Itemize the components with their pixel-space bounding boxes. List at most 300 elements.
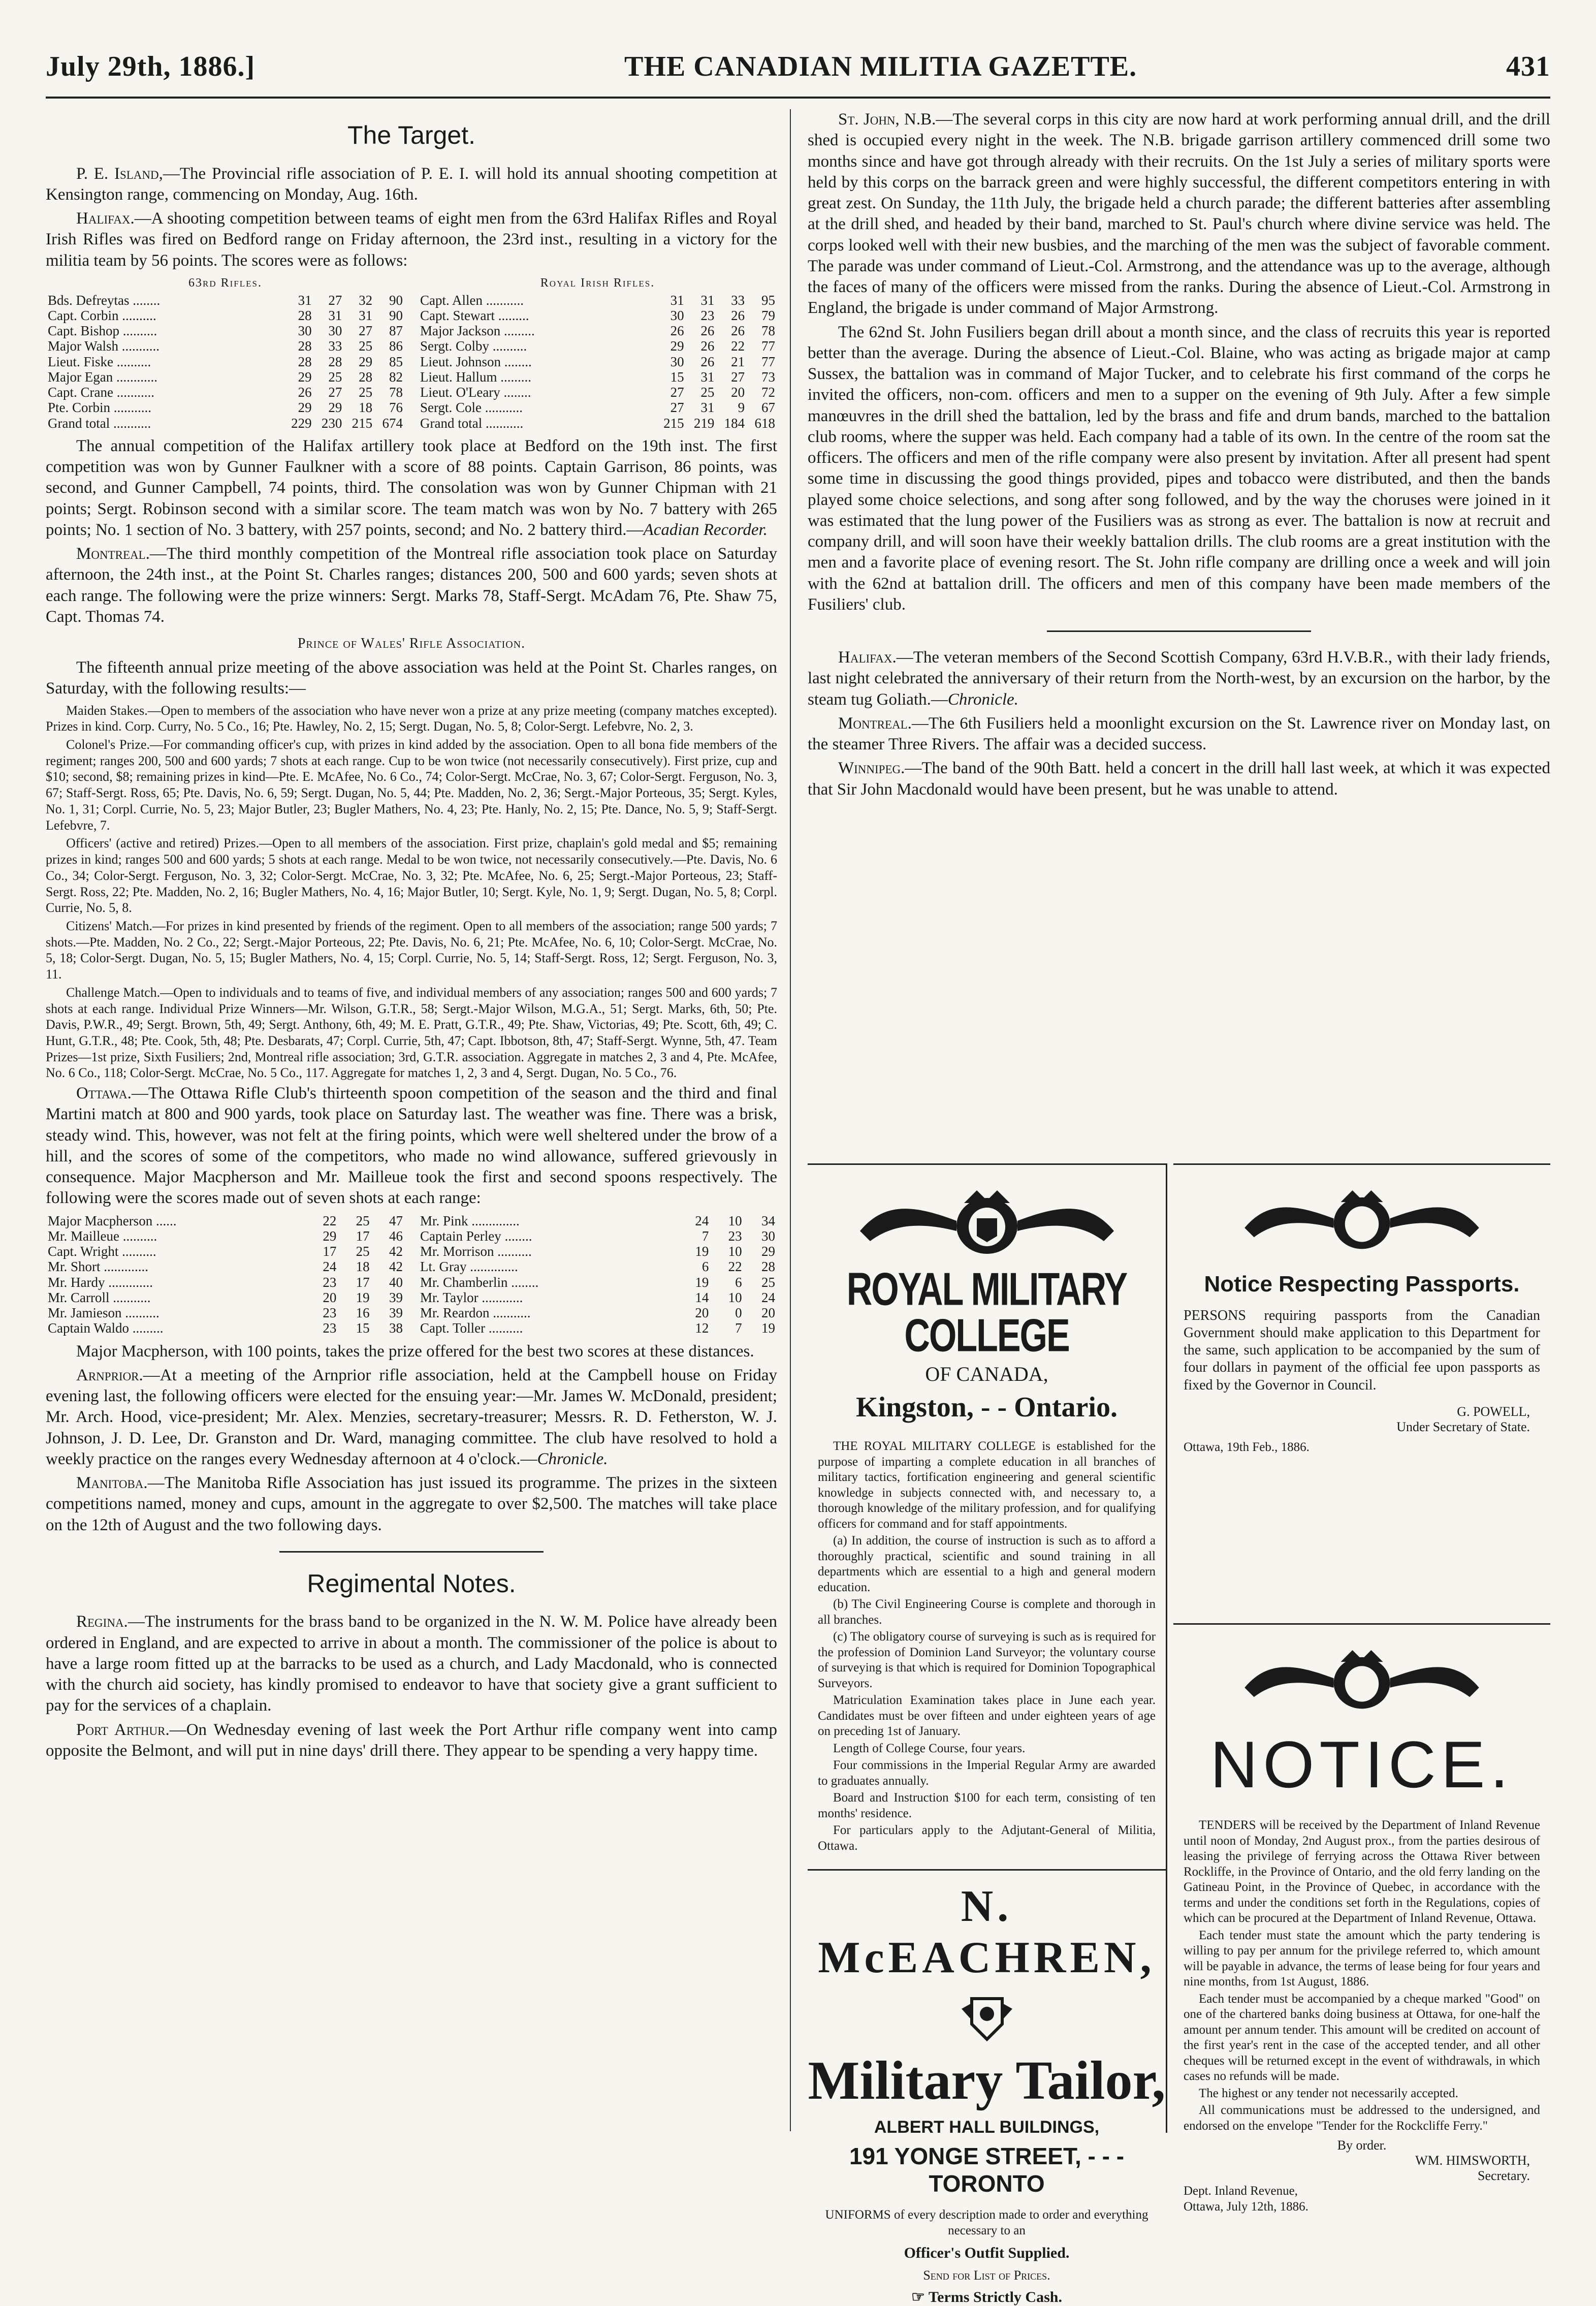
competitor-name: Major Egan ............ <box>48 369 157 385</box>
score-cell: 12 <box>695 1320 709 1336</box>
score-cell: 28 <box>298 338 312 354</box>
paragraph: Board and Instruction $100 for each term, consisting of ten months' residence. <box>818 1791 1156 1820</box>
score-cell: 27 <box>328 385 342 400</box>
score-cell: 25 <box>328 369 342 385</box>
notice-date: Ottawa, July 12th, 1886. <box>1184 2199 1308 2214</box>
competitor-name: Major Jackson ......... <box>420 323 535 339</box>
score-cell: 25 <box>700 385 715 400</box>
score-cell: 19 <box>761 1320 775 1336</box>
competitor-name: Lieut. O'Leary ........ <box>420 385 531 400</box>
article-montreal-2 <box>808 713 1550 755</box>
team-title: Royal Irish Rifles. <box>540 276 655 290</box>
score-cell: 39 <box>389 1305 403 1321</box>
competitor-name: Grand total ........... <box>48 415 151 431</box>
score-cell: 23 <box>700 307 715 323</box>
score-cell: 14 <box>695 1289 709 1305</box>
tailor-title: Military Tailor, <box>808 2050 1166 2111</box>
competitor-name: Mr. Hardy ............. <box>48 1274 153 1290</box>
competitor-name: Capt. Allen ........... <box>420 292 524 308</box>
score-cell: 20 <box>323 1289 337 1305</box>
score-cell: 90 <box>389 307 403 323</box>
score-cell: 27 <box>359 323 373 339</box>
score-cell: 25 <box>359 385 373 400</box>
score-cell: 32 <box>359 292 373 308</box>
table-row <box>418 323 777 338</box>
competitor-name: Bds. Defreytas ........ <box>48 292 161 308</box>
paragraph: Officers' (active and retired) Prizes.—Open to all members of the association. First prize, chaplain's gold medal and $5; remaining prizes in kind; ranges 500 and 600 yards; 5 shots at each range. Medal to be won twice, not necessarily consecutively.—Pte. Davis, No. 6 Co., 34; Color-Sergt. Ferguson, No. 3, 32; Color-Sergt. McCrae, No. 3, 32; Pte. McAfee, No. 6, 25; Sergt.-Major Porteous, 23; Staff-Sergt. Ross, 22; Pte. Madden, No. 2, 16; Bugler Mathers, No. 4, 16; Major Butler, 10; Sergt. Kyle, No. 1, 9; Sergt. Dugan, No. 5, 8; Corpl. Currie, No. 5, 8. <box>46 836 777 915</box>
article-halifax <box>46 208 777 271</box>
article-arnprior <box>46 1365 777 1470</box>
paragraph: THE ROYAL MILITARY COLLEGE is established for the purpose of imparting a complete education in all branches of military tactics, fortification engineering and general scientific knowledge in subjects connected with, and necessary to, a thorough knowledge of the military profession, and for qualifying officers for command and for staff appointments. <box>818 1439 1156 1531</box>
score-cell: 21 <box>731 354 745 369</box>
score-cell: 29 <box>323 1228 337 1244</box>
score-cell: 87 <box>389 323 403 339</box>
score-cell: 10 <box>728 1244 742 1259</box>
score-cell: 10 <box>728 1289 742 1305</box>
paragraph: All communications must be addressed to the undersigned, and endorsed on the envelope "Tender for the Rockcliffe Ferry." <box>1184 2103 1540 2133</box>
table-row <box>46 1228 405 1244</box>
score-cell: 26 <box>298 385 312 400</box>
score-cell: 230 <box>321 415 342 431</box>
table-row <box>46 400 405 415</box>
competitor-name: Major Macpherson ...... <box>48 1213 177 1228</box>
score-cell: 29 <box>328 400 342 416</box>
competitor-name: Pte. Corbin ........... <box>48 400 152 416</box>
table-row <box>418 1290 777 1305</box>
competitor-name: Mr. Short ............. <box>48 1259 149 1275</box>
score-cell: 27 <box>731 369 745 385</box>
score-cell: 28 <box>298 307 312 323</box>
competitor-name: Captain Waldo ......... <box>48 1320 164 1336</box>
competitor-name: Sergt. Cole ........... <box>420 400 523 416</box>
section-title-regimental: Regimental Notes. <box>307 1569 516 1598</box>
right-column <box>808 109 1550 803</box>
score-cell: 26 <box>670 323 684 339</box>
score-cell: 18 <box>359 400 373 416</box>
tailor-body: UNIFORMS of every description made to order and everything necessary to an <box>825 2208 1148 2237</box>
competitor-name: Grand total ........... <box>420 415 524 431</box>
score-cell: 72 <box>761 385 775 400</box>
paragraph: The highest or any tender not necessarily accepted. <box>1199 2086 1458 2100</box>
passports-body: PERSONS requiring passports from the Canadian Government should make application to this Department for the same, such application to be accompanied by the sum of four dollars in payment of the official fee upon passports as fixed by the Governor in Council. <box>1184 1308 1540 1393</box>
notice-signature: WM. HIMSWORTH, <box>1415 2153 1530 2168</box>
section-title-target: The Target. <box>347 121 475 149</box>
article-text: —The third monthly competition of the Montreal rifle association took place on Saturday afternoon, the 24th inst., at the Point St. Charles ranges; distances 200, 500 and 600 yards; seven shots at each range. The following were the prize winners: Sergt. Marks 78, Staff-Sergt. McAdam 76, Pte. Shaw 75, Capt. Thomas 74. <box>46 545 777 626</box>
score-cell: 28 <box>761 1259 775 1275</box>
article-head: Montreal. <box>76 545 150 563</box>
table-row <box>418 1213 777 1228</box>
article-text: —The veteran members of the Second Scottish Company, 63rd H.V.B.R., with their lady friends, last night celebrated the anniversary of their return from the North-west, by an excursion on the harbor, by the steam tug Goliath.— <box>808 648 1550 709</box>
notice-role: Secretary. <box>1478 2168 1530 2183</box>
score-cell: 85 <box>389 354 403 369</box>
paragraph: Citizens' Match.—For prizes in kind presented by friends of the regiment. Open to all members of the association; range 500 yards; 7 shots.—Pte. Madden, No. 2 Co., 22; Sergt.-Major Porteous, 22; Pte. Davis, No. 6, 21; Pte. McAfee, No. 6, 10; Color-Sergt. McCrae, No. 5, 18; Color-Sergt. Dugan, No. 5, 15; Bugler Mathers, No. 4, 15; Corpl. Currie, No. 5, 14; Staff-Sergt. Ross, 12; Sergt. Ferguson, No. 3, 11. <box>46 918 777 982</box>
score-cell: 95 <box>761 292 775 308</box>
table-row <box>418 1228 777 1244</box>
score-cell: 77 <box>761 338 775 354</box>
article-head: Montreal. <box>838 714 912 733</box>
score-cell: 42 <box>389 1259 403 1275</box>
competitor-name: Mr. Reardon ........... <box>420 1305 531 1321</box>
score-table <box>418 293 777 431</box>
score-cell: 20 <box>761 1305 775 1321</box>
score-cell: 77 <box>761 354 775 369</box>
pw-prize-list <box>46 703 777 1082</box>
score-cell: 20 <box>731 385 745 400</box>
score-cell: 30 <box>328 323 342 339</box>
article-artillery <box>46 436 777 541</box>
score-cell: 7 <box>735 1320 742 1336</box>
table-row <box>418 354 777 369</box>
score-cell: 67 <box>761 400 775 416</box>
table-row <box>46 354 405 369</box>
competitor-name: Sergt. Colby .......... <box>420 338 527 354</box>
competitor-name: Capt. Stewart ......... <box>420 307 529 323</box>
score-cell: 28 <box>328 354 342 369</box>
score-cell: 17 <box>356 1274 370 1290</box>
score-table-royal-irish <box>418 275 777 431</box>
score-cell: 29 <box>670 338 684 354</box>
article-text: —On Wednesday evening of last week the Port Arthur rifle company went into camp opposite the Belmont, and will put in nine days' drill there. They appear to be spending a very happy time. <box>46 1720 778 1760</box>
table-row <box>418 338 777 354</box>
score-cell: 24 <box>323 1259 337 1275</box>
score-cell: 17 <box>323 1244 337 1259</box>
table-row <box>418 1259 777 1274</box>
score-cell: 19 <box>695 1274 709 1290</box>
paragraph: Length of College Course, four years. <box>833 1741 1026 1755</box>
tailor-outfit: Officer's Outfit Supplied. <box>904 2245 1070 2261</box>
table-row <box>46 385 405 400</box>
tailor-terms: ☞ Terms Strictly Cash. <box>911 2289 1062 2305</box>
masthead-rule <box>46 97 1550 99</box>
score-cell: 31 <box>298 292 312 308</box>
ad-royal-military-college <box>808 1163 1167 2305</box>
score-cell: 29 <box>359 354 373 369</box>
passports-signature: G. POWELL, <box>1457 1404 1530 1419</box>
ad-passports <box>1173 1163 1550 1622</box>
article-head: Winnipeg. <box>838 759 905 778</box>
table-row <box>46 1275 405 1290</box>
article-text: —The Provincial rifle association of P. E. I. will hold its annual shooting competition at Kensington range, commencing on Monday, Aug. 16th. <box>46 164 777 204</box>
score-cell: 27 <box>328 292 342 308</box>
score-table <box>46 1213 405 1336</box>
score-cell: 23 <box>323 1305 337 1321</box>
competitor-name: Capt. Crane ........... <box>48 385 154 400</box>
article-text: —The Ottawa Rifle Club's thirteenth spoon competition of the season and the third and final Martini match at 800 and 900 yards, took place on Saturday last. The weather was fine. There was a brisk, steady wind. This, however, was not felt at the firing points, which were well sheltered under the brow of a hill, and the scores of some of the competitors, who made no wind allowance, suffered grievously in consequence. Major Macpherson and Mr. Mailleue took the first and second spoons respectively. The following were the scores made out of seven shots at each range: <box>46 1084 777 1208</box>
score-cell: 27 <box>670 385 684 400</box>
rmc-title: ROYAL MILITARY COLLEGE <box>846 1263 1127 1362</box>
score-cell: 26 <box>731 323 745 339</box>
competitor-name: Mr. Jamieson .......... <box>48 1305 159 1321</box>
score-cell: 42 <box>389 1244 403 1259</box>
article-source: Acadian Recorder. <box>643 520 768 539</box>
article-head: Manitoba. <box>76 1474 148 1493</box>
column-divider <box>790 109 791 2131</box>
article-regina <box>46 1612 777 1716</box>
score-cell: 24 <box>761 1289 775 1305</box>
table-row <box>46 1305 405 1320</box>
competitor-name: Capt. Toller .......... <box>420 1320 523 1336</box>
score-cell: 31 <box>359 307 373 323</box>
table-row <box>418 1275 777 1290</box>
notice-body <box>1173 1818 1550 2134</box>
score-cell: 184 <box>724 415 745 431</box>
table-row <box>46 1259 405 1274</box>
paragraph: Colonel's Prize.—For commanding officer's cup, with prizes in kind added by the association. Open to all bona fide members of the regiment; ranges 200, 500 and 600 yards; 7 shots at each range. Cup to be won twice (not necessarily consecutively). First prize, cup and $10; second, $8; remaining prizes in kind—Pte. E. McAfee, No. 6 Co., 74; Color-Sergt. McCrae, No. 3, 67; Color-Sergt. Ferguson, No. 3, 67; Staff-Sergt. Ross, 65; Pte. Davis, No. 6, 59; Sergt. Dugan, No. 5, 44; Pte. Madden, No. 2, 36; Sergt.-Major Porteous, 35; Sergt. Kyles, No. 1, 31; Corpl. Currie, No. 5, 23; Major Butler, 23; Bugler Mathers, No. 4, 23; Pte. Hanly, No. 2, 15; Pte. Dance, No. 5, 9; Staff-Sergt. Lefebvre, 7. <box>46 737 777 833</box>
score-cell: 26 <box>700 338 715 354</box>
article-text: The annual competition of the Halifax artillery took place at Bedford on the 19th inst. The first competition was won by Gunner Faulkner with a score of 88 points. Captain Garrison, 86 points, was second, and Gunner Campbell, 74 points, third. The consolation was won by Gunner Chipman with 21 points; Sergt. Robinson second with a similar score. The team match was won by No. 7 battery with 265 points; No. 1 section of No. 3 battery, with 257 points, second; and No. 2 battery third.— <box>46 436 777 539</box>
score-cell: 25 <box>356 1244 370 1259</box>
score-cell: 27 <box>670 400 684 416</box>
competitor-name: Mr. Pink .............. <box>420 1213 520 1228</box>
tailor-prices: Send for List of Prices. <box>923 2268 1050 2283</box>
table-row <box>46 1320 405 1336</box>
rmc-body <box>808 1439 1166 1854</box>
ottawa-score-tables <box>46 1213 777 1336</box>
article-text: —The instruments for the brass band to be organized in the N. W. M. Police have already been ordered in England, and are expected to arrive in about a month. The commissioner of the police is about to have a large room fitted up at the barracks to be used as a church, and Lady Macdonald, who is connected with the church aid society, has kindly promised to endeavor to have that society give a grant sufficient to pay for the services of a chaplain. <box>46 1613 777 1715</box>
table-row <box>46 338 405 354</box>
score-table <box>46 293 405 431</box>
competitor-name: Mr. Chamberlin ........ <box>420 1274 539 1290</box>
table-row <box>46 369 405 385</box>
competitor-name: Lieut. Johnson ........ <box>420 354 532 369</box>
article-text: —A shooting competition between teams of eight men from the 63rd Halifax Rifles and Royal Irish Rifles was fired on Bedford range on Friday afternoon, the 23rd inst., resulting in a victory for the militia team by 56 points. The scores were as follows: <box>46 209 777 270</box>
paragraph: Matriculation Examination takes place in June each year. Candidates must be over fifteen and under eighteen years of age on preceding 1st of January. <box>818 1693 1156 1738</box>
article-head: Arnprior. <box>76 1366 143 1384</box>
score-cell: 78 <box>761 323 775 339</box>
score-cell: 31 <box>700 292 715 308</box>
subsection-title: Prince of Wales' Rifle Association. <box>297 636 526 652</box>
table-row <box>418 385 777 400</box>
passports-role: Under Secretary of State. <box>1396 1419 1530 1434</box>
score-cell: 25 <box>356 1213 370 1228</box>
passports-date: Ottawa, 19th Feb., 1886. <box>1184 1440 1310 1454</box>
rmc-subtitle: OF CANADA, <box>925 1363 1048 1385</box>
table-row <box>46 323 405 338</box>
left-column <box>46 109 777 1764</box>
table-row <box>418 308 777 323</box>
score-cell: 22 <box>728 1259 742 1275</box>
article-text: —The 6th Fusiliers held a moonlight excursion on the St. Lawrence river on Monday last, on the steamer Three Rivers. The affair was a decided success. <box>808 714 1550 753</box>
article-head: Regina. <box>76 1613 128 1631</box>
score-cell: 30 <box>670 354 684 369</box>
competitor-name: Lieut. Fiske .......... <box>48 354 151 369</box>
article-source: Chronicle. <box>947 690 1018 709</box>
article-head: Ottawa. <box>76 1084 132 1103</box>
table-row <box>46 1213 405 1228</box>
score-cell: 215 <box>352 415 373 431</box>
article-text: —The Manitoba Rifle Association has just issued its programme. The prizes in the sixteen competitions named, money and cups, amount in the aggregate to over $2,500. The matches will take place on the 12th of August and the two following days. <box>46 1474 777 1534</box>
notice-by-order: By order. <box>1337 2138 1387 2153</box>
score-cell: 31 <box>670 292 684 308</box>
score-cell: 19 <box>356 1289 370 1305</box>
competitor-name: Mr. Carroll ........... <box>48 1289 151 1305</box>
article-head: Port Arthur. <box>76 1720 170 1739</box>
score-cell: 22 <box>731 338 745 354</box>
score-cell: 16 <box>356 1305 370 1321</box>
paragraph: (c) The obligatory course of surveying is such as is required for the profession of Dominion Land Surveyor; the voluntary course of surveying is that which is required for Dominion Topographical Surveyors. <box>818 1630 1156 1690</box>
score-cell: 18 <box>356 1259 370 1275</box>
score-cell: 79 <box>761 307 775 323</box>
article-montreal <box>46 544 777 627</box>
article-halifax-2 <box>808 647 1550 710</box>
score-cell: 29 <box>761 1244 775 1259</box>
notice-dept: Dept. Inland Revenue, <box>1184 2184 1298 2198</box>
paragraph: For particulars apply to the Adjutant-General of Militia, Ottawa. <box>818 1823 1156 1853</box>
score-cell: 10 <box>728 1213 742 1228</box>
score-cell: 215 <box>663 415 684 431</box>
total-row <box>46 416 405 431</box>
score-cell: 29 <box>298 369 312 385</box>
score-cell: 29 <box>298 400 312 416</box>
table-row <box>46 1244 405 1259</box>
score-cell: 33 <box>731 292 745 308</box>
score-cell: 0 <box>735 1305 742 1321</box>
article-text: —At a meeting of the Arnprior rifle association, held at the Campbell house on Friday evening last, the following officers were elected for the ensuing year:—Mr. James W. McDonald, president; Mr. Arch. Hood, vice-president; Mr. Alex. Menzies, secretary-treasurer; Messrs. R. D. Fetherston, W. J. Johnson, J. D. Lee, Dr. Granston and Dr. Ward, managing committee. The club have resolved to hold a weekly practice on the ranges every Wednesday afternoon at 4 o'clock.— <box>46 1366 777 1468</box>
table-row <box>418 369 777 385</box>
competitor-name: Major Walsh ........... <box>48 338 160 354</box>
score-cell: 23 <box>728 1228 742 1244</box>
score-cell: 76 <box>389 400 403 416</box>
ottawa-after: Major Macpherson, with 100 points, takes the prize offered for the best two scores at these distances. <box>76 1342 754 1361</box>
competitor-name: Mr. Morrison .......... <box>420 1244 532 1259</box>
table-row <box>418 1305 777 1320</box>
score-cell: 33 <box>328 338 342 354</box>
score-cell: 28 <box>359 369 373 385</box>
article-pei <box>46 164 777 206</box>
competitor-name: Mr. Mailleue .......... <box>48 1228 157 1244</box>
score-cell: 26 <box>700 323 715 339</box>
masthead <box>46 44 1550 89</box>
pw-intro: The fifteenth annual prize meeting of the above association was held at the Point St. Charles ranges, on Saturday, with the following results:— <box>46 658 777 698</box>
article-port-arthur <box>46 1720 777 1762</box>
score-cell: 15 <box>356 1320 370 1336</box>
paragraph: (a) In addition, the course of instruction is such as to afford a thoroughly practical, scientific and sound training in all departments which are essential to a high and general modern education. <box>818 1534 1156 1594</box>
article-manitoba <box>46 1473 777 1536</box>
royal-crest-icon <box>1240 1185 1484 1256</box>
score-cell: 6 <box>735 1274 742 1290</box>
competitor-name: Lt. Gray .............. <box>420 1259 518 1275</box>
score-cell: 25 <box>761 1274 775 1290</box>
article-ottawa <box>46 1083 777 1209</box>
article-head: St. John, N.B. <box>838 110 936 129</box>
article-source: Chronicle. <box>537 1449 608 1468</box>
total-row <box>418 416 777 431</box>
score-cell: 90 <box>389 292 403 308</box>
score-cell: 20 <box>695 1305 709 1321</box>
score-cell: 229 <box>291 415 312 431</box>
score-cell: 46 <box>389 1228 403 1244</box>
page-number: 431 <box>1506 51 1550 82</box>
competitor-name: Capt. Wright .......... <box>48 1244 156 1259</box>
score-cell: 25 <box>359 338 373 354</box>
divider <box>1047 630 1311 632</box>
royal-crest-icon <box>1240 1645 1484 1716</box>
score-table <box>418 1213 777 1336</box>
score-cell: 7 <box>701 1228 709 1244</box>
table-row <box>46 1290 405 1305</box>
issue-date: July 29th, 1886.] <box>46 51 256 82</box>
score-cell: 15 <box>670 369 684 385</box>
tailor-building: ALBERT HALL BUILDINGS, <box>874 2118 1100 2137</box>
team-title: 63rd Rifles. <box>188 276 262 290</box>
score-cell: 47 <box>389 1213 403 1228</box>
rmc-location: Kingston, - - Ontario. <box>856 1392 1118 1423</box>
article-st-john <box>808 109 1550 319</box>
score-cell: 73 <box>761 369 775 385</box>
score-cell: 24 <box>695 1213 709 1228</box>
tailor-street: 191 YONGE STREET, - - - TORONTO <box>849 2143 1125 2197</box>
newspaper-title: THE CANADIAN MILITIA GAZETTE. <box>624 51 1137 82</box>
table-row <box>418 1320 777 1336</box>
table-row <box>46 293 405 308</box>
article-text: —The band of the 90th Batt. held a concert in the drill hall last week, at which it was expected that Sir John Macdonald would have been present, but he was unable to attend. <box>808 759 1550 799</box>
score-cell: 38 <box>389 1320 403 1336</box>
score-cell: 17 <box>356 1228 370 1244</box>
passports-title: Notice Respecting Passports. <box>1204 1272 1520 1297</box>
paragraph: TENDERS will be received by the Department of Inland Revenue until noon of Monday, 2nd August prox., from the parties desirous of leasing the privilege of ferrying across the Ottawa River between Rockliffe, in the Province of Ontario, and the old ferry landing on the Gatineau Point, in the Province of Quebec, in accordance with the terms and under the conditions set forth in the Regulations, copies of which can be procured at the Department of Inland Revenue, Ottawa. <box>1184 1818 1540 1925</box>
table-row <box>418 1244 777 1259</box>
royal-crest-icon <box>855 1185 1119 1261</box>
score-cell: 86 <box>389 338 403 354</box>
halifax-score-tables <box>46 275 777 431</box>
paragraph: Each tender must be accompanied by a cheque marked "Good" on one of the chartered banks doing business at Ottawa, for one-half the amount per annum tender. This amount will be credited on account of the first year's rent in the case of the accepted tender, and all other cheques will be returned except in the event of withdrawals, in which cases no refunds will be made. <box>1184 1992 1540 2083</box>
score-cell: 674 <box>382 415 403 431</box>
score-cell: 28 <box>298 354 312 369</box>
advertisements <box>808 1163 1550 2305</box>
score-cell: 39 <box>389 1289 403 1305</box>
score-cell: 31 <box>328 307 342 323</box>
score-cell: 19 <box>695 1244 709 1259</box>
coat-of-arms-icon <box>956 1988 1017 2044</box>
table-row <box>418 293 777 308</box>
score-table-63rd <box>46 275 405 431</box>
article-winnipeg <box>808 758 1550 800</box>
score-cell: 22 <box>323 1213 337 1228</box>
ad-tailor <box>808 1869 1166 2306</box>
competitor-name: Captain Perley ........ <box>420 1228 532 1244</box>
tailor-name: N. McEACHREN, <box>818 1882 1156 1982</box>
score-cell: 9 <box>738 400 745 416</box>
score-cell: 30 <box>761 1228 775 1244</box>
score-cell: 34 <box>761 1213 775 1228</box>
score-cell: 40 <box>389 1274 403 1290</box>
paragraph: Four commissions in the Imperial Regular Army are awarded to graduates annually. <box>818 1758 1156 1788</box>
competitor-name: Capt. Corbin .......... <box>48 307 156 323</box>
score-cell: 219 <box>693 415 715 431</box>
score-cell: 26 <box>731 307 745 323</box>
score-cell: 26 <box>700 354 715 369</box>
competitor-name: Mr. Taylor ............ <box>420 1289 523 1305</box>
paragraph: (b) The Civil Engineering Course is complete and thorough in all branches. <box>818 1597 1156 1627</box>
score-cell: 30 <box>298 323 312 339</box>
article-head: Halifax. <box>838 648 897 667</box>
paragraph: Challenge Match.—Open to individuals and to teams of five, and individual members of any association; ranges 500 and 600 yards; 7 shots at each range. Individual Prize Winners—Mr. Wilson, G.T.R., 58; Sergt.-Major Wilson, M.G.A., 51; Sergt. Marks, 6th, 50; Pte. Davis, P.W.R., 49; Sergt. Brown, 5th, 49; Sergt. Anthony, 6th, 49; M. E. Pratt, G.T.R., 49; Pte. Shaw, Victorias, 49; Pte. Scott, 6th, 49; C. Hunt, G.T.R., 48; Pte. Cook, 5th, 48; Pte. Desbarats, 47; Corpl. Currie, 5th, 47; Capt. Ibbotson, 8th, 47; Staff-Sergt. Wynne, 5th, 47. Team Prizes—1st prize, Sixth Fusiliers; 2nd, Montreal rifle association; 3rd, G.T.R. association. Aggregate in matches 2, 3 and 4, Pte. McAfee, No. 6 Co., 118; Color-Sergt. McCrae, No. 5 Co., 117. Aggregate for matches 1, 2, 3 and 4, Sergt. Dugan, No. 5 Co., 76. <box>46 985 777 1081</box>
paragraph: Each tender must state the amount which the party tendering is willing to pay per annum for the privilege referred to, which amount will be payable in advance, the terms of lease being for four years and nine months, from 1st August, 1886. <box>1184 1928 1540 1988</box>
notice-title: NOTICE. <box>1210 1727 1514 1802</box>
article-text: —The several corps in this city are now hard at work performing annual drill, and the drill shed is occupied every night in the week. The N.B. brigade garrison artillery commenced drill some two months since and have got through already with their recruits. On the 1st July a series of military sports were held by this corps on the barrack green and were highly successful, the different competitors entering in with great zest. On Sunday, the 11th July, the brigade held a church parade; the different batteries after assembling at the drill shed, and headed by their band, marched to St. Paul's church where divine service was held. The corps looked well with their new busbies, and the marching of the men was the subject of favorable comment. The parade was under command of Lieut.-Col. Armstrong, and the attendance was up to the average, although the faces of many of the officers were missed from the ranks. During the absence of Lieut.-Col. Armstrong in England, the brigade is under command of Major Armstrong. <box>808 110 1551 318</box>
article-head: P. E. Island, <box>76 164 163 183</box>
score-cell: 23 <box>323 1274 337 1290</box>
divider <box>279 1551 544 1553</box>
score-cell: 78 <box>389 385 403 400</box>
score-cell: 82 <box>389 369 403 385</box>
score-cell: 31 <box>700 369 715 385</box>
article-head: Halifax. <box>76 209 135 228</box>
table-row <box>418 400 777 415</box>
table-row <box>46 308 405 323</box>
paragraph: Maiden Stakes.—Open to members of the association who have never won a prize at any prize meeting (company matches excepted). Prizes in kind. Corp. Curry, No. 5 Co., 16; Pte. Hawley, No. 2, 15; Sergt. Dugan, No. 5, 8; Color-Sergt. Lefebvre, No. 2, 3. <box>46 703 777 734</box>
score-cell: 23 <box>323 1320 337 1336</box>
